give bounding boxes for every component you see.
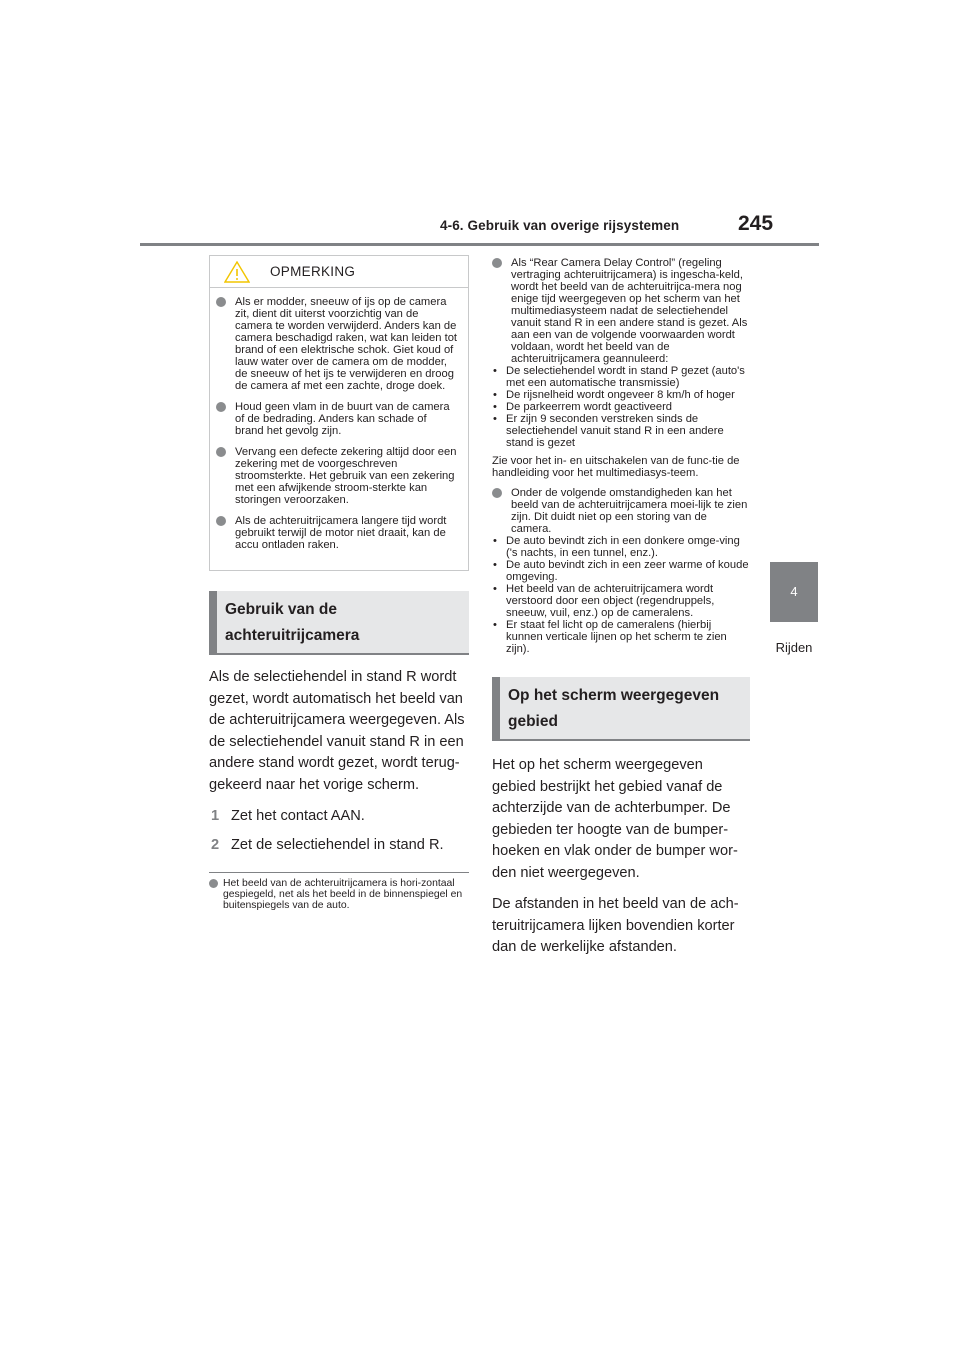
page-number: 245 — [738, 212, 774, 235]
bullet-dot-icon — [492, 258, 502, 268]
bullet-dot-icon — [216, 516, 226, 526]
section-heading-area: Op het scherm weergegeven gebied — [492, 677, 750, 741]
note-box — [209, 255, 469, 571]
chapter-tab: 4 — [770, 562, 818, 622]
left-column — [209, 255, 469, 919]
footnote-divider — [209, 872, 469, 873]
step-item: 2 Zet de selectiehendel in stand R. — [211, 837, 444, 853]
list-item: • De auto bevindt zich in een zeer warme of koude omgeving. — [492, 559, 750, 583]
list-item: • De parkeerrem wordt geactiveerd — [492, 401, 750, 413]
warning-triangle-icon — [224, 261, 250, 283]
delay-conditions-list — [492, 365, 750, 449]
list-item: • Er staat fel licht op de cameralens (hierbij kunnen verticale lijnen op het scherm te zien zijn). — [492, 619, 750, 655]
see-also-text: Zie voor het in- en uitschakelen van de func-tie de handleiding voor het multimediasys-teem. — [492, 455, 740, 479]
intro-paragraph: Als de selectiehendel in stand R wordt gezet, wordt automatisch het beeld van de achteruitrijcamera weergegeven. Als de selectiehendel vanuit stand R in een andere stand wordt gezet, wordt terug-gekeerd naar het vorige scherm. — [209, 669, 465, 793]
step-item: 1 Zet het contact AAN. — [211, 808, 365, 824]
note-item: Vervang een defecte zekering altijd door een zekering met de voorgeschreven stroomsterkte. Het gebruik van een zekering met een afwijkende stroom-sterkte kan storingen veroorzaken. — [216, 446, 458, 506]
bullet-dot-icon — [216, 402, 226, 412]
note-title: OPMERKING — [270, 264, 356, 279]
delay-control-note: Als “Rear Camera Delay Control” (regeling vertraging achteruitrijcamera) is ingescha-keld, wordt het beeld van de achteruitrijca-mera nog enige tijd weergegeven op het scherm van het multimediasysteem nadat de selectiehendel vanuit stand R in een andere stand is gezet. Als aan een van de volgende voorwaarden wordt voldaan, wordt het beeld van de achteruitrijcamera geannuleerd: — [492, 257, 750, 365]
note-item: Houd geen vlam in de buurt van de camera of de bedrading. Anders kan schade of brand het gevolg zijn. — [216, 401, 458, 437]
list-item: • Er zijn 9 seconden verstreken sinds de selectiehendel vanuit stand R in een andere stand is gezet — [492, 413, 750, 449]
note-header — [210, 256, 468, 288]
list-item: • De rijsnelheid wordt ongeveer 8 km/h of hoger — [492, 389, 750, 401]
bullet-dot-icon — [209, 879, 218, 888]
distance-paragraph: De afstanden in het beeld van de ach-teruitrijcamera lijken bovendien korter dan de werkelijke afstanden. — [492, 896, 739, 955]
area-paragraph: Het op het scherm weergegeven gebied bestrijkt het gebied vanaf de achterzijde van de achterbumper. De gebieden ter hoogte van de bumper-hoeken en vlak onder de bumper wor-den niet weergegeven. — [492, 757, 738, 881]
right-column — [492, 257, 750, 959]
list-item: • De selectiehendel wordt in stand P gezet (auto's met een automatische transmissie) — [492, 365, 750, 389]
chapter-label: Rijden — [775, 640, 813, 655]
note-item: Als de achteruitrijcamera langere tijd wordt gebruikt terwijl de motor niet draait, kan de accu ontladen raken. — [216, 515, 458, 551]
bullet-dot-icon — [216, 297, 226, 307]
section-header: 4-6. Gebruik van overige rijsystemen — [440, 218, 680, 233]
visibility-note: Onder de volgende omstandigheden kan het beeld van de achteruitrijcamera moei-lijk te zien zijn. Dit duidt niet op een storing van de camera. — [492, 487, 750, 535]
list-item: • De auto bevindt zich in een donkere omge-ving ('s nachts, in een tunnel, enz.). — [492, 535, 750, 559]
list-item: • Het beeld van de achteruitrijcamera wordt verstoord door een object (regendruppels, sneeuw, vuil, enz.) op de cameralens. — [492, 583, 750, 619]
bullet-dot-icon — [216, 447, 226, 457]
note-item: Als er modder, sneeuw of ijs op de camera zit, dient dit uiterst voorzichtig van de camera te worden verwijderd. Anders kan de camera beschadigd raken, wat kan leiden tot brand of een elektrische schok. Giet koud of lauw water over de camera om de modder, de sneeuw of het ijs te verwijderen en droog de camera af met een zachte, droge doek. — [216, 296, 458, 392]
footnote: Het beeld van de achteruitrijcamera is hori-zontaal gespiegeld, net als het beeld in de binnenspiegel en buitenspiegels van de auto. — [209, 878, 469, 911]
bullet-dot-icon — [492, 488, 502, 498]
visibility-conditions-list — [492, 535, 750, 655]
section-heading-camera: Gebruik van de achteruitrijcamera — [209, 591, 469, 655]
header-divider — [140, 243, 819, 246]
